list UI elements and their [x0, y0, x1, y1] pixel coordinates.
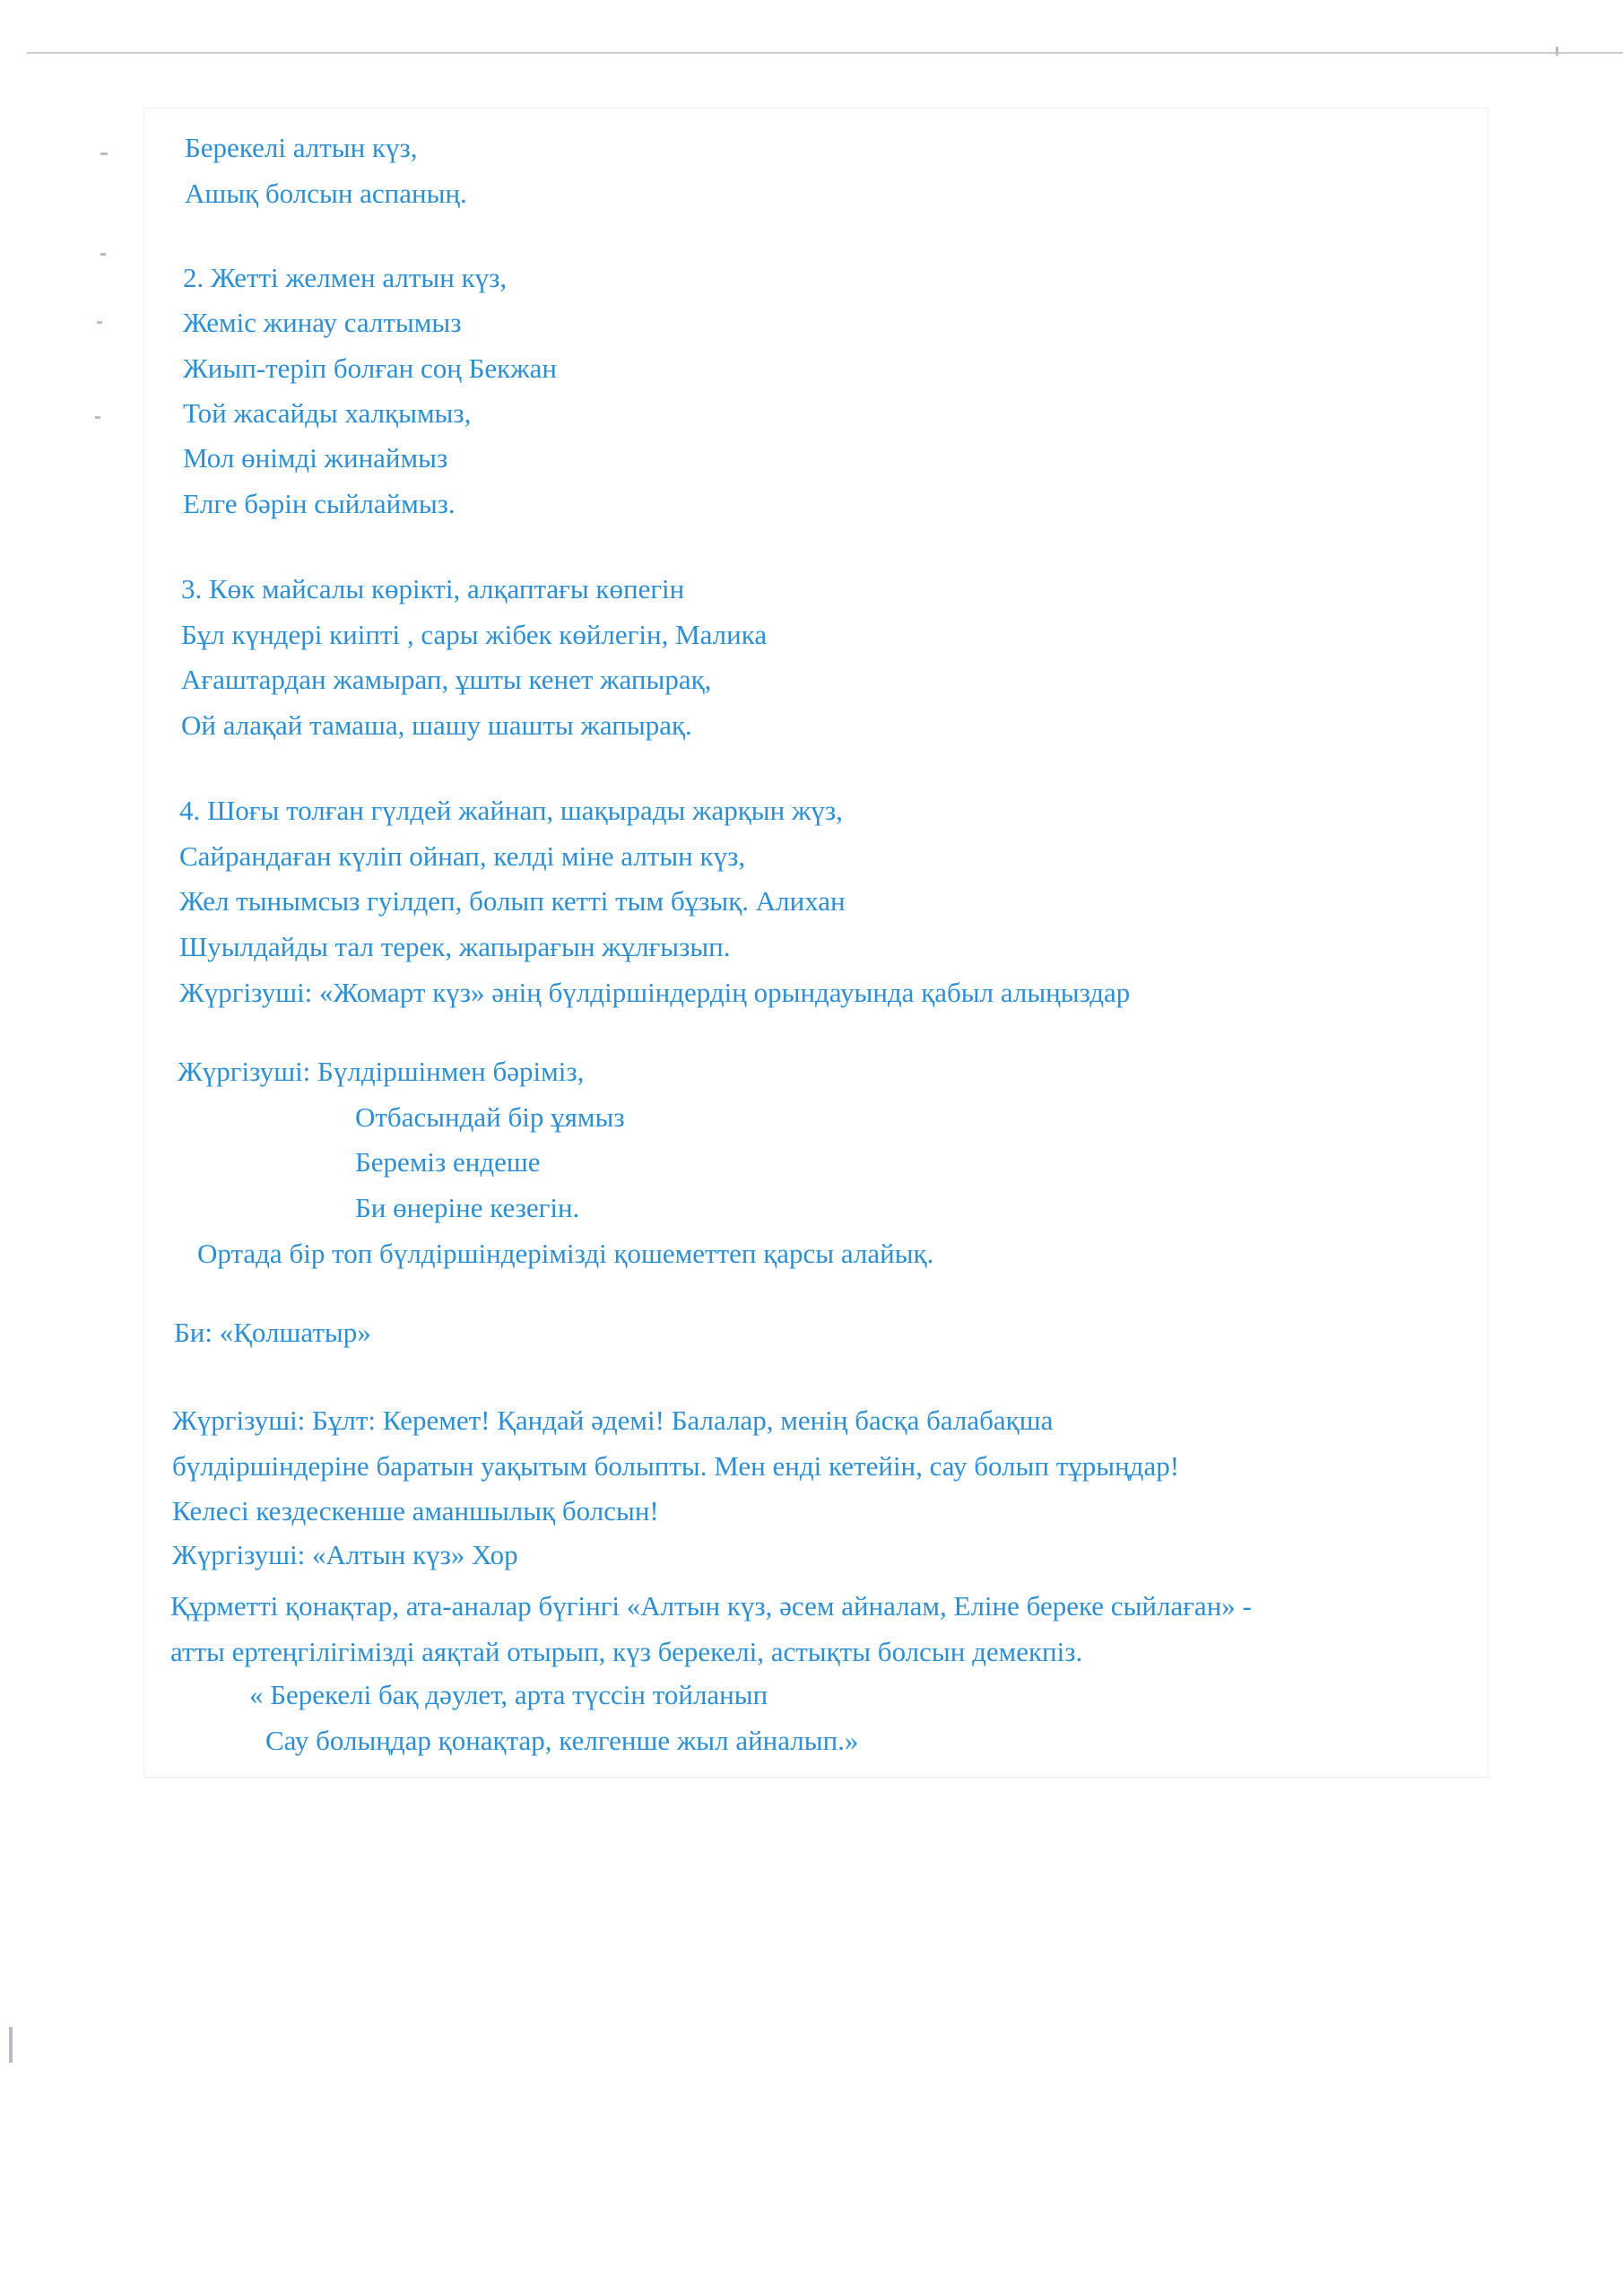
text-line: Сайрандаған күліп ойнап, келді міне алтын күз, [179, 840, 746, 872]
scan-mark [100, 152, 108, 155]
text-line: Ортада бір топ бүлдіршіндерімізді қошеметтеп қарсы алайық. [197, 1238, 934, 1269]
text-line: Мол өнімді жинаймыз [183, 442, 448, 474]
text-line: Елге бәрін сыйлаймыз. [183, 488, 456, 519]
text-line: Жүргізуші: «Алтын күз» Хор [172, 1539, 518, 1570]
text-line: Ағаштардан жамырап, ұшты кенет жапырақ, [181, 664, 712, 695]
scan-mark [1556, 47, 1558, 56]
text-line: Береміз ендеше [355, 1146, 541, 1178]
text-line: Сау болыңдар қонақтар, келгенше жыл айналып.» [265, 1725, 859, 1756]
text-line: « Берекелі бақ дәулет, арта түссін тойланып [249, 1679, 768, 1710]
text-line: 2. Жетті желмен алтын күз, [183, 262, 508, 293]
text-line: Ой алақай тамаша, шашу шашты жапырақ. [181, 709, 692, 741]
text-line: Келесі кездескенше аманшылық болсын! [172, 1495, 659, 1526]
text-line: бүлдіршіндеріне баратын уақытым болыпты. Мен енді кетейін, сау болып тұрыңдар! [172, 1450, 1180, 1482]
scan-mark [9, 2027, 13, 2063]
text-line: Жеміс жинау салтымыз [183, 307, 462, 338]
text-line: Би өнеріне кезегін. [355, 1192, 580, 1223]
text-line: Берекелі алтын күз, [185, 132, 418, 163]
text-line: Шуылдайды тал терек, жапырағын жұлғызып. [179, 931, 731, 962]
text-line: атты ертеңгілігімізді аяқтай отырып, күз берекелі, астықты болсын демекпіз. [170, 1636, 1083, 1667]
scan-mark [95, 416, 100, 419]
text-line: 3. Көк майсалы көрікті, алқаптағы көпегін [181, 573, 685, 604]
text-line: Жел тынымсыз гуілдеп, болып кетті тым бұзық. Алихан [179, 885, 846, 917]
text-line: Құрметті қонақтар, ата-аналар бүгінгі «Алтын күз, әсем айналам, Еліне береке сыйлаған» - [170, 1590, 1252, 1622]
text-line: Жиып-теріп болған соң Бекжан [183, 352, 558, 384]
text-line: Отбасындай бір ұямыз [355, 1101, 625, 1133]
text-line: Жүргізуші: «Жомарт күз» әнің бүлдіршіндердің орындауында қабыл алыңыздар [179, 977, 1131, 1008]
text-line: Бұл күндері киіпті , сары жібек көйлегін, Малика [181, 619, 768, 650]
text-line: Жүргізуші: Бүлдіршінмен бәріміз, [178, 1056, 585, 1087]
text-line: Ашық болсын аспаның. [185, 178, 467, 209]
scan-mark [100, 253, 106, 256]
scan-top-rule [27, 52, 1623, 54]
text-line: Би: «Қолшатыр» [174, 1317, 371, 1348]
text-line: Той жасайды халқымыз, [183, 397, 472, 429]
text-line: 4. Шоғы толған гүлдей жайнап, шақырады жарқын жүз, [179, 795, 843, 826]
scan-mark [97, 321, 102, 324]
text-line: Жүргізуші: Бұлт: Керемет! Қандай әдемі! Балалар, менің басқа балабақша [172, 1405, 1054, 1436]
